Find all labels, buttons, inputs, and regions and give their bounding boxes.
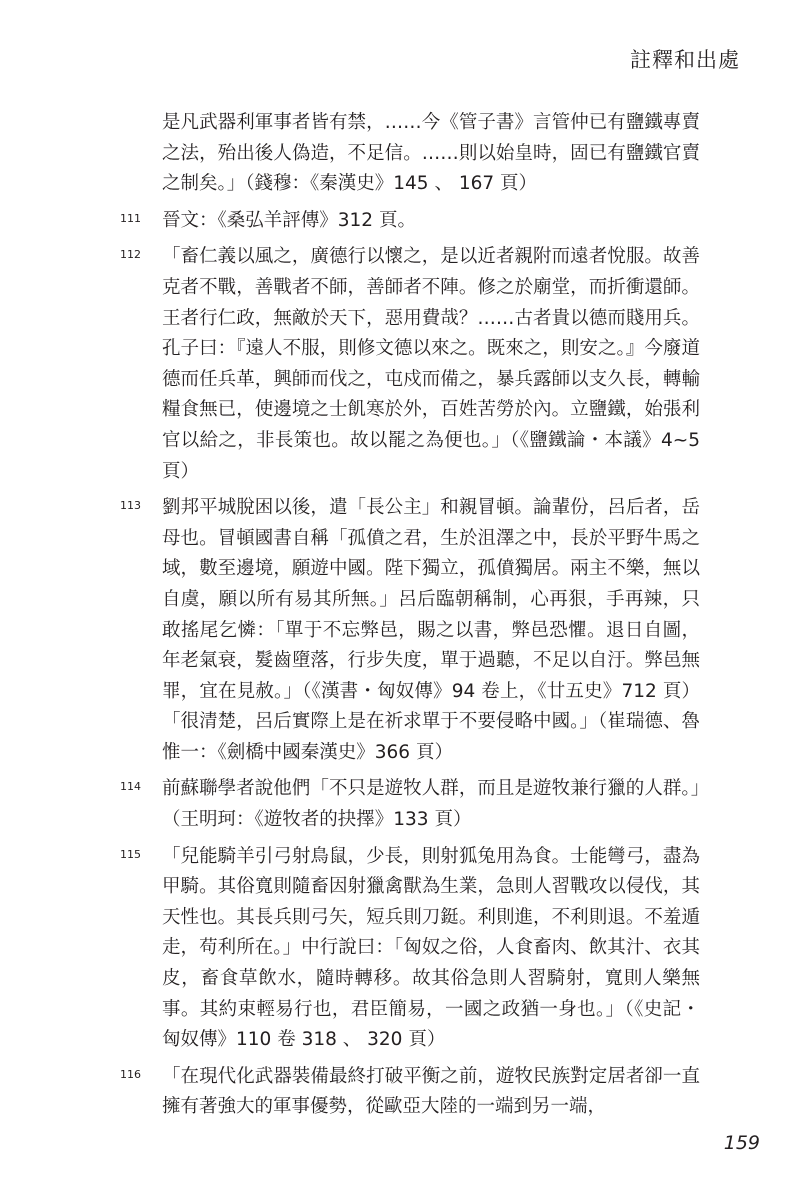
footnote-number: 111 (120, 211, 141, 225)
footnote-number: 113 (120, 499, 141, 513)
footnote-number: 116 (120, 1067, 141, 1081)
footnote-114 (120, 774, 700, 835)
footnote-number: 114 (120, 780, 141, 794)
footnote-text: 「兒能騎羊引弓射鳥鼠，少長，則射狐兔用為食。士能彎弓，盡為甲騎。其俗寬則隨畜因射獵禽獸為生業，急則人習戰攻以侵伐，其天性也。其長兵則弓矢，短兵則刀鋌。利則進，不利則退。不羞遁走，苟利所在。」中行說曰：「匈奴之俗，人食畜肉、飲其汁、衣其皮，畜食草飲水，隨時轉移。故其俗急則人習騎射，寬則人樂無事。其約束輕易行也，君臣簡易，一國之政猶一身也。」（《史記・匈奴傳》110 卷 318 、 320 頁） (162, 845, 700, 1051)
footnote-number: 112 (120, 248, 141, 262)
footnote-number: 115 (120, 847, 141, 861)
running-header: 註釋和出處 (630, 48, 740, 72)
footnote-110-continued (120, 108, 700, 200)
footnote-112 (120, 242, 700, 487)
footnote-text: 「畜仁義以風之，廣德行以懷之，是以近者親附而遠者悅服。故善克者不戰，善戰者不師，善師者不陣。修之於廟堂，而折衝還師。王者行仁政，無敵於天下，惡用費哉？……古者貴以德而賤用兵。孔子曰：『遠人不服，則修文德以來之。既來之，則安之。』今廢道德而任兵革，興師而伐之，屯戍而備之，暴兵露師以支久長，轉輸糧食無已，使邊境之士飢寒於外，百姓苦勞於內。立鹽鐵，始張利官以給之，非長策也。故以罷之為便也。」（《鹽鐵論・本議》4~5 頁） (162, 246, 700, 482)
footnote-116 (120, 1062, 700, 1123)
footnotes-list (120, 108, 700, 1129)
footnote-text: 劉邦平城脫困以後，遣「長公主」和親冒頓。論輩份，呂后者，岳母也。冒頓國書自稱「孤僨之君，生於沮澤之中，長於平野牛馬之域，數至邊境，願遊中國。陛下獨立，孤僨獨居。兩主不樂，無以自虞，願以所有易其所無。」呂后臨朝稱制，心再狠，手再辣，只敢搖尾乞憐：「單于不忘弊邑，賜之以書，弊邑恐懼。退日自圖，年老氣衰，髮齒墮落，行步失度，單于過聽，不足以自汙。弊邑無罪，宜在見赦。」（《漢書・匈奴傳》94 卷上，《廿五史》712 頁）「很清楚，呂后實際上是在祈求單于不要侵略中國。」（崔瑞德、魯惟一：《劍橋中國秦漢史》366 頁） (162, 497, 700, 763)
footnote-111 (120, 206, 700, 237)
footnote-text: 前蘇聯學者說他們「不只是遊牧人群，而且是遊牧兼行獵的人群。」（王明珂：《遊牧者的抉擇》133 頁） (162, 778, 700, 831)
footnote-text: 晉文：《桑弘羊評傳》312 頁。 (162, 209, 416, 231)
footnote-113 (120, 493, 700, 768)
page-number: 159 (723, 1132, 760, 1154)
footnote-text: 「在現代化武器裝備最終打破平衡之前，遊牧民族對定居者卻一直擁有著強大的軍事優勢，從歐亞大陸的一端到另一端， (162, 1065, 700, 1118)
footnote-115 (120, 842, 700, 1056)
footnote-text: 是凡武器利軍事者皆有禁，……今《管子書》言管仲已有鹽鐵專賣之法，殆出後人偽造，不足信。……則以始皇時，固已有鹽鐵官賣之制矣。」（錢穆：《秦漢史》145 、 167 頁） (162, 112, 700, 195)
